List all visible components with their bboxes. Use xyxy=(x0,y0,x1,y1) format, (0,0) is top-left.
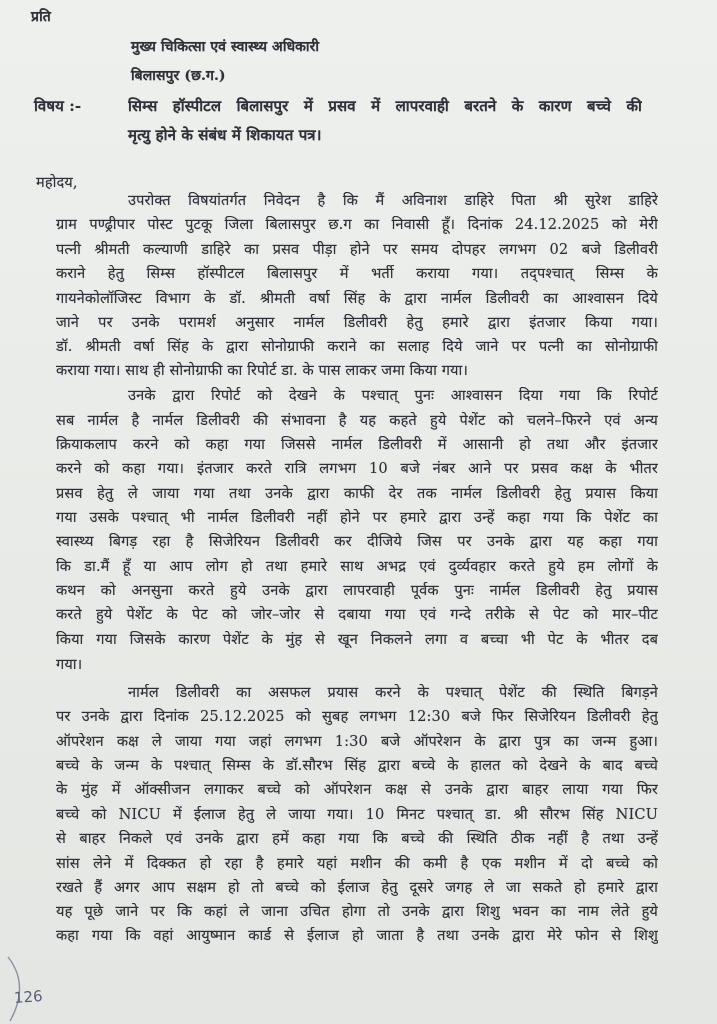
body-line: बच्चे के जन्म के पश्चात् सिम्स के डॉ.सौरभ सिंह द्वारा बच्चे के हालत को देखने के बाद बच्चे xyxy=(56,757,658,774)
addressee-line-2: बिलासपुर (छ.ग.) xyxy=(131,68,226,84)
body-line: बच्चे को NICU में ईलाज हेतु ले जाया गया। 10 मिनट पश्चात् डा. श्री सौरभ सिंह NICU xyxy=(56,806,658,823)
body-line: ग्राम पण्ढ्रीपार पोस्ट पुटकू जिला बिलासपुर छ.ग का निवासी हूँ। दिनांक 24.12.2025 को मेरी xyxy=(56,216,658,233)
salutation: महोदय, xyxy=(36,174,78,191)
subject-line-1: सिम्स हॉस्पीटल बिलासपुर में प्रसव में लापरवाही बरतने के कारण बच्चे की xyxy=(128,97,642,115)
body-line: उपरोक्त विषयांतर्गत निवेदन है कि मैं अविनाश डाहिरे पिता श्री सुरेश डाहिरे xyxy=(128,192,658,209)
body-line: उनके द्वारा रिपोर्ट को देखने के पश्चात् पुनः आश्वासन दिया गया कि रिपोर्ट xyxy=(128,387,658,404)
body-line: प्रसव हेतु ले जाया गया तथा उनके द्वारा काफी देर तक नार्मल डिलीवरी हेतु प्रयास किया xyxy=(56,485,658,502)
body-line: नार्मल डिलीवरी का असफल प्रयास करने के पश्चात् पेशेंट की स्थिति बिगड़ने xyxy=(128,684,658,701)
body-line: रखते हैं अगर आप सक्षम हो तो बच्चे को ईलाज हेतु दूसरे जगह ले जा सकते हो हमारे द्वारा xyxy=(56,879,658,896)
body-line: कथन को अनसुना करते हुये उनके द्वारा लापरवाही पूर्वक पुनः नार्मल डिलीवरी हेतु प्रयास xyxy=(56,582,658,599)
body-line: कराने हेतु सिम्स हॉस्पीटल बिलासपुर में भर्ती कराया गया। तद्पश्चात् सिम्स के xyxy=(56,265,658,282)
body-line: करते हुये पेशेंट के पेट को जोर–जोर से दबाया गया एवं गन्दे तरीके से पेट को मार–पीट xyxy=(56,606,658,623)
body-line: गायनेकोलॉजिस्ट विभाग के डॉ. श्रीमती वर्षा सिंह के द्वारा नार्मल डिलीवरी का आश्वासन दिये xyxy=(56,290,658,307)
body-line: गया उसके पश्चात् भी नार्मल डिलीवरी नहीं होने पर हमारे द्वारा उन्हें कहा गया कि पेशेंट का xyxy=(56,509,658,526)
body-line: कि डा.मैं हूँ या आप लोग हो तथा हमारे साथ अभद्र एवं दुर्व्यवहार करते हुये हम लोगों के xyxy=(56,558,658,575)
body-line: पर उनके द्वारा दिनांक 25.12.2025 को सुबह लगभग 12:30 बजे फिर सिजेरियन डिलीवरी हेतु xyxy=(56,708,658,725)
body-line: करने को कहा गया। इंतजार करते रात्रि लगभग 10 बजे नंबर आने पर प्रसव कक्ष के भीतर xyxy=(56,460,658,477)
body-line: कहा गया कि वहां आयुष्मान कार्ड से ईलाज हो जाता है तथा उनके द्वारा मेरे फोन से शिशु xyxy=(56,927,658,944)
body-line: सब नार्मल है नार्मल डिलीवरी की संभावना है यह कहते हुये पेशेंट को चलने–फिरने एवं अन्य xyxy=(56,412,658,429)
subject-label: विषय :- xyxy=(34,97,82,115)
margin-page-number: 126 xyxy=(13,987,44,1007)
prati-label: प्रति xyxy=(31,9,51,25)
body-line: यह पूछे जाने पर कि कहां ले जाना उचित होगा तो उनके द्वारा शिशु भवन का नाम लेते हुये xyxy=(56,903,658,920)
body-line: के मुंह में ऑक्सीजन लगाकर बच्चे को ऑपरेशन कक्ष से उनके द्वारा बाहर लाया गया फिर xyxy=(56,781,658,798)
body-line: डॉ. श्रीमती वर्षा सिंह के द्वारा सोनोग्राफी कराने का सलाह दिये जाने पर पत्नी का सोनोग्राफी xyxy=(56,338,658,355)
body-line: स्वास्थ्य बिगड़ रहा है सिजेरियन डिलीवरी कर दीजिये जिस पर उनके द्वारा यह कहा गया xyxy=(56,533,658,550)
body-line: से बाहर निकले एवं उनके द्वारा हमें कहा गया कि बच्चे की स्थिति ठीक नहीं है तथा उन्हें xyxy=(56,830,658,847)
body-line: जाने पर उनके परामर्श अनुसार नार्मल डिलीवरी हेतु हमारे द्वारा इंतजार किया गया। xyxy=(56,314,658,331)
subject-line-2: मृत्यु होने के संबंध में शिकायत पत्र। xyxy=(128,126,322,144)
body-line: पत्नी श्रीमती कल्याणी डाहिरे का प्रसव पीड़ा होने पर समय दोपहर लगभग 02 बजे डिलीवरी xyxy=(56,241,658,258)
body-line: क्रियाकलाप करने को कहा गया जिससे नार्मल डिलीवरी में आसानी हो तथा और इंतजार xyxy=(56,436,658,453)
body-line: ऑपरेशन कक्ष ले जाया गया जहां लगभग 1:30 बजे ऑपरेशन के द्वारा पुत्र का जन्म हुआ। xyxy=(56,733,658,750)
body-line: किया गया जिसके कारण पेशेंट के मुंह से खून निकलने लगा व बच्चा भी पेट के भीतर दब xyxy=(56,631,658,648)
body-line: गया। xyxy=(56,656,83,673)
body-line: कराया गया। साथ ही सोनोग्राफी का रिपोर्ट डा. के पास लाकर जमा किया गया। xyxy=(56,362,469,379)
addressee-line-1: मुख्य चिकित्सा एवं स्वास्थ्य अधिकारी xyxy=(131,39,320,55)
body-line: सांस लेने में दिक्कत हो रहा है हमारे यहां मशीन की कमी है एक मशीन में दो बच्चे को xyxy=(56,855,658,872)
